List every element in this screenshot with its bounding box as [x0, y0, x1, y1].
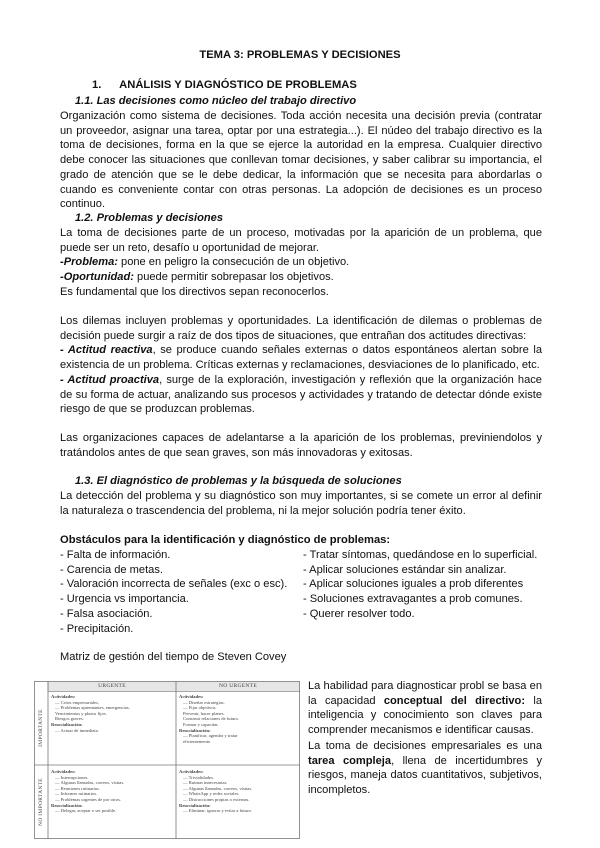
problema-label: -Problema:	[60, 256, 118, 268]
quadrant-item: — Problemas apremiantes, emergencias.	[55, 705, 130, 711]
closing-sentence: Es fundamental que los directivos sepan reconocerlos.	[60, 286, 329, 298]
side-paragraph-2	[308, 739, 542, 798]
quadrant-result-item: — Eliminar, ignorar y evitar a futuro.	[183, 808, 252, 814]
actitud-proactiva	[60, 373, 542, 417]
subsection-1-3-heading: 1.3. El diagnóstico de problemas y la búsqueda de soluciones	[75, 475, 402, 487]
proactiva-text: , surge de la exploración, investigación y reflexión que la organización hace de su forma de actuar, analizando sus procesos y actividades y tratando de detectar dónde existe riesgo de que se produzcan problemas.	[60, 374, 542, 416]
obstacle-item: - Aplicar soluciones iguales a prob diferentes	[303, 578, 524, 591]
obstacle-item: - Aplicar soluciones estándar sin analizar.	[303, 563, 507, 576]
covey-matrix	[34, 681, 300, 839]
reactiva-label: - Actitud reactiva	[60, 344, 153, 356]
actitud-reactiva	[60, 343, 542, 372]
quadrant-label: Actividades:	[179, 769, 204, 774]
subsection-1-1-body: Organización como sistema de decisiones. Toda acción necesita una decisión previa (contratar un proveedor, asignar una tarea, optar por una estrategia...). El núdeo del trabajo directivo es la toma de decisiones, forma en la que se ejerce la autoridad en la empresa. Cualquier directivo debe conocer las situaciones que conllevan tomar decisiones, y saber calibrar su importancia, el grado de atención que se le debe dedicar, la información que se necesita para abordarlas o cuando es conveniente contar con otras personas. La adopción de decisiones es un proceso continuo.	[60, 110, 542, 211]
quadrant-item: — Crisis empresariales.	[55, 699, 100, 705]
obstacle-item: - Valoración incorrecta de señales (exc o esc).	[60, 578, 288, 591]
matrix-row-not-important	[34, 765, 48, 839]
quadrant-result-label: Resocialización:	[51, 802, 83, 808]
quadrant-item: — Interrupciones.	[55, 774, 89, 780]
side-bold-text: conceptual del directivo:	[383, 694, 526, 707]
obstacles-left-list	[60, 548, 287, 636]
quadrant-item: Vencimientos y plazos fijos.	[55, 710, 107, 716]
matrix-col-urgent: URGENTE	[98, 683, 126, 689]
quadrant-not-urgent-not-important	[176, 767, 300, 839]
diagnosis-side-text	[308, 679, 542, 799]
section-1-heading	[92, 79, 357, 91]
quadrant-item: — Reuniones rutinarias.	[55, 785, 100, 791]
quadrant-label: Actividades:	[179, 694, 204, 699]
quadrant-result-label: Resocialización:	[179, 727, 211, 733]
obstacle-item: - Querer resolver todo.	[303, 607, 415, 620]
obstacle-item: - Urgencia vs importancia.	[60, 593, 189, 606]
section-title: ANÁLISIS Y DIAGNÓSTICO DE PROBLEMAS	[119, 79, 357, 91]
subsection-1-1-heading: 1.1. Las decisiones como núcleo del trabajo directivo	[75, 95, 357, 107]
side-paragraph-1	[308, 679, 542, 738]
page-title: TEMA 3: PROBLEMAS Y DECISIONES	[199, 49, 401, 61]
quadrant-item: — WhatsApp y redes sociales.	[183, 791, 240, 797]
quadrant-label: Actividades:	[51, 769, 76, 774]
row-not-important-label: NO IMPORTANTE	[38, 778, 44, 826]
obstacle-item: - Carencia de metas.	[60, 563, 163, 576]
quadrant-item: — Problemas urgentes de por otros.	[55, 796, 122, 802]
quadrant-result-item: — Delegar, aceptar o ser posible.	[55, 808, 117, 814]
section-number: 1.	[92, 79, 102, 91]
quadrant-urgent-important	[48, 692, 176, 765]
side-text: La habilidad para diagnosticar probl se basa en la capacidad	[308, 680, 542, 707]
oportunidad-definition	[60, 270, 334, 285]
obstacle-item: - Soluciones extravagantes a prob comunes.	[303, 593, 523, 606]
side-text: La toma de decisiones empresariales es una	[308, 739, 542, 752]
quadrant-item: Riesgos graves.	[55, 716, 84, 722]
quadrant-item: — Informes rutinarios.	[55, 791, 98, 797]
subsection-1-2-body: La toma de decisiones parte de un proceso, motivadas por la aparición de un problema, que puede ser un reto, desafío u oportunidad de mejorar.	[60, 227, 542, 254]
quadrant-item: — Diseñar estrategias.	[183, 699, 225, 705]
quadrant-urgent-not-important	[48, 767, 176, 839]
subsection-1-2-heading: 1.2. Problemas y decisiones	[75, 212, 223, 224]
quadrant-item: — Fijar objetivos.	[183, 705, 217, 711]
quadrant-item: Construir relaciones de futuro.	[183, 716, 240, 722]
row-important-label: IMPORTANTE	[38, 709, 44, 747]
quadrant-item: Prevenir, hacer planes.	[183, 710, 225, 716]
dilemas-paragraph: Los dilemas incluyen problemas y oportunidades. La identificación de dilemas o problemas de decisión puede surgir a raíz de dos tipos de situaciones, que entrañan dos actitudes directivas:	[60, 315, 542, 342]
proactiva-label: - Actitud proactiva	[60, 374, 160, 386]
obstacle-item: - Falta de información.	[60, 549, 171, 561]
matrix-col-not-urgent: NO URGENTE	[219, 683, 257, 689]
problema-text: pone en peligro la consecución de un objetivo.	[117, 256, 350, 268]
quadrant-not-urgent-important	[176, 692, 300, 765]
subsection-1-3-body: La detección del problema y su diagnóstico son muy importantes, si se comete un error al definir la naturaleza o trascendencia del problema, ni la mejor solución podría tener éxito.	[60, 490, 542, 517]
reactiva-text: , se produce cuando señales externas o datos espontáneos alertan sobre la existencia de un problema. Críticas externas y reclamaciones, desviaciones de lo planificado, etc.	[60, 344, 542, 371]
oportunidad-label: -Oportunidad:	[60, 271, 134, 283]
side-bold-text: tarea compleja	[308, 754, 392, 767]
quadrant-item: — Algunas llamadas, correos, visitas.	[183, 785, 253, 791]
quadrant-item: — Trivialidades.	[183, 774, 214, 780]
quadrant-item: — Distracciones propias o externas.	[183, 796, 250, 802]
obstacle-item: - Falsa asociación.	[60, 607, 153, 620]
side-text: , llena de incertidumbres y riesgos, maneja datos cuantitativos, subjetivos, incompletos.	[308, 754, 542, 796]
problema-definition	[60, 255, 349, 270]
obstacle-item: - Tratar síntomas, quedándose en lo superficial.	[303, 549, 538, 561]
quadrant-result-item: — Planificar, agendar y tratar	[183, 733, 238, 739]
matrix-caption: Matriz de gestión del tiempo de Steven Covey	[60, 651, 287, 663]
obstacle-item: - Precipitación.	[60, 622, 134, 635]
quadrant-label: Actividades:	[51, 694, 76, 699]
obstacles-title: Obstáculos para la identificación y diagnóstico de problemas:	[60, 534, 391, 546]
oportunidad-text: puede permitir sobrepasar los objetivos.	[133, 271, 334, 283]
quadrant-item: — Algunas llamadas, correos, visitas.	[55, 780, 125, 786]
matrix-row-important	[34, 691, 48, 765]
side-text: la inteligencia y conocimiento son claves para comprender mecanismos e identificar causas.	[308, 694, 542, 737]
organizaciones-paragraph: Las organizaciones capaces de adelantarse a la aparición de los problemas, previniendolos y tratándolos antes de que sean graves, son más innovadoras y exitosas.	[60, 432, 542, 459]
quadrant-result-label: Resocialización:	[179, 802, 211, 808]
quadrant-result-item: eficientemente.	[183, 738, 212, 744]
quadrant-result-item: — Actuar de inmediato.	[55, 727, 100, 733]
quadrant-item: — Rutinas innecesarias.	[183, 780, 228, 786]
quadrant-item: Formar y capacitar.	[183, 721, 219, 727]
obstacles-right-list	[303, 548, 537, 622]
quadrant-result-label: Resocialización:	[51, 721, 83, 727]
